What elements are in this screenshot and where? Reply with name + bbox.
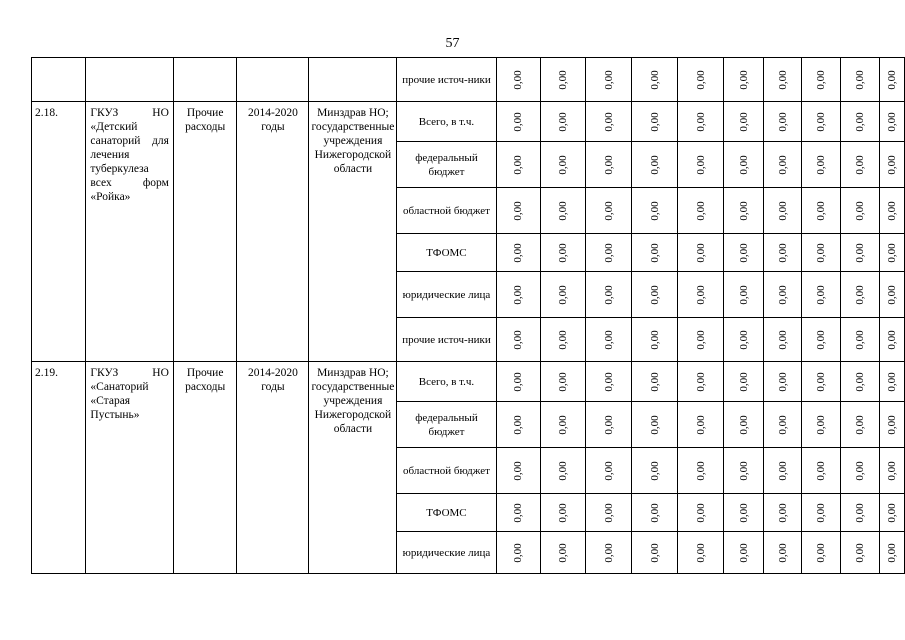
value-text: 0,00 xyxy=(854,329,867,350)
value-text: 0,00 xyxy=(557,154,569,175)
value-text: 0,00 xyxy=(648,284,661,305)
value-text: 0,00 xyxy=(557,111,569,132)
entry-name: ГКУЗ НО «Детский санаторий для лечения туберкулеза всех форм «Ройка» xyxy=(86,102,174,362)
value-text: 0,00 xyxy=(886,460,899,481)
value-cell xyxy=(632,234,678,272)
value-text: 0,00 xyxy=(694,284,707,305)
value-cell xyxy=(586,402,632,448)
value-text: 0,00 xyxy=(854,460,867,481)
value-cell xyxy=(586,494,632,532)
value-text: 0,00 xyxy=(854,371,867,392)
value-cell xyxy=(496,494,540,532)
table-row xyxy=(32,102,905,142)
value-cell xyxy=(802,142,841,188)
source-cell: юридические лица xyxy=(397,272,496,318)
value-cell xyxy=(496,142,540,188)
value-cell xyxy=(496,102,540,142)
value-cell xyxy=(678,102,724,142)
value-text: 0,00 xyxy=(512,460,525,481)
value-cell xyxy=(764,58,802,102)
value-text: 0,00 xyxy=(854,502,867,523)
value-cell xyxy=(632,188,678,234)
source-cell: прочие источ-ники xyxy=(397,58,496,102)
value-cell xyxy=(496,58,540,102)
value-cell xyxy=(496,234,540,272)
value-cell xyxy=(724,402,764,448)
source-cell: ТФОМС xyxy=(397,234,496,272)
value-cell xyxy=(880,318,905,362)
value-cell xyxy=(841,494,880,532)
value-text: 0,00 xyxy=(694,502,707,523)
value-cell xyxy=(764,494,802,532)
value-cell xyxy=(841,318,880,362)
value-cell xyxy=(540,272,586,318)
value-cell xyxy=(678,234,724,272)
value-cell xyxy=(764,532,802,574)
value-cell xyxy=(678,318,724,362)
value-cell xyxy=(586,448,632,494)
value-cell xyxy=(802,234,841,272)
value-cell xyxy=(632,402,678,448)
value-text: 0,00 xyxy=(694,200,707,221)
value-cell xyxy=(841,58,880,102)
value-text: 0,00 xyxy=(815,242,828,263)
source-cell: областной бюджет xyxy=(397,188,496,234)
value-text: 0,00 xyxy=(512,371,525,392)
value-text: 0,00 xyxy=(512,502,525,523)
source-cell: Всего, в т.ч. xyxy=(397,102,496,142)
value-cell xyxy=(632,142,678,188)
value-cell xyxy=(540,234,586,272)
value-cell xyxy=(540,188,586,234)
value-cell xyxy=(841,272,880,318)
value-text: 0,00 xyxy=(602,371,615,392)
value-text: 0,00 xyxy=(694,154,707,175)
value-cell xyxy=(841,234,880,272)
source-cell: федеральный бюджет xyxy=(397,402,496,448)
table-row xyxy=(32,362,905,402)
value-cell xyxy=(540,362,586,402)
value-cell xyxy=(802,102,841,142)
empty-cell xyxy=(173,58,237,102)
value-text: 0,00 xyxy=(886,542,899,563)
value-cell xyxy=(724,102,764,142)
value-text: 0,00 xyxy=(512,111,525,132)
value-cell xyxy=(586,362,632,402)
value-text: 0,00 xyxy=(737,111,750,132)
value-cell xyxy=(632,102,678,142)
source-cell: областной бюджет xyxy=(397,448,496,494)
value-text: 0,00 xyxy=(886,414,899,435)
value-cell xyxy=(802,494,841,532)
value-cell xyxy=(880,402,905,448)
entry-org: Минздрав НО; государственные учреждения Нижегородской области xyxy=(309,362,397,574)
value-cell xyxy=(678,362,724,402)
table-body xyxy=(32,58,905,574)
value-text: 0,00 xyxy=(815,542,828,563)
value-cell xyxy=(632,532,678,574)
value-cell xyxy=(880,188,905,234)
value-cell xyxy=(632,448,678,494)
value-cell xyxy=(841,188,880,234)
value-cell xyxy=(724,532,764,574)
value-text: 0,00 xyxy=(776,414,789,435)
value-text: 0,00 xyxy=(694,371,707,392)
value-cell xyxy=(841,402,880,448)
value-text: 0,00 xyxy=(815,371,828,392)
value-text: 0,00 xyxy=(815,502,828,523)
value-text: 0,00 xyxy=(815,111,828,132)
value-cell xyxy=(764,102,802,142)
value-text: 0,00 xyxy=(557,371,569,392)
value-cell xyxy=(724,188,764,234)
value-cell xyxy=(586,234,632,272)
value-cell xyxy=(841,362,880,402)
value-cell xyxy=(586,102,632,142)
value-text: 0,00 xyxy=(854,111,867,132)
empty-cell xyxy=(237,58,309,102)
value-text: 0,00 xyxy=(737,154,750,175)
value-cell xyxy=(802,532,841,574)
value-text: 0,00 xyxy=(886,69,899,90)
value-text: 0,00 xyxy=(648,242,661,263)
value-text: 0,00 xyxy=(602,542,615,563)
value-text: 0,00 xyxy=(602,414,615,435)
source-cell: юридические лица xyxy=(397,532,496,574)
value-cell xyxy=(841,532,880,574)
value-cell xyxy=(880,272,905,318)
value-cell xyxy=(802,402,841,448)
value-text: 0,00 xyxy=(648,69,661,90)
value-cell xyxy=(632,58,678,102)
value-cell xyxy=(540,318,586,362)
value-text: 0,00 xyxy=(694,460,707,481)
value-text: 0,00 xyxy=(694,414,707,435)
value-text: 0,00 xyxy=(557,502,569,523)
value-text: 0,00 xyxy=(776,154,789,175)
value-text: 0,00 xyxy=(602,111,615,132)
value-text: 0,00 xyxy=(694,329,707,350)
value-text: 0,00 xyxy=(602,154,615,175)
value-cell xyxy=(802,448,841,494)
value-cell xyxy=(496,272,540,318)
value-text: 0,00 xyxy=(737,502,750,523)
entry-org: Минздрав НО; государственные учреждения Нижегородской области xyxy=(309,102,397,362)
source-cell: прочие источ-ники xyxy=(397,318,496,362)
value-cell xyxy=(586,318,632,362)
value-text: 0,00 xyxy=(815,200,828,221)
value-text: 0,00 xyxy=(886,242,899,263)
value-text: 0,00 xyxy=(886,200,899,221)
value-text: 0,00 xyxy=(776,371,789,392)
value-text: 0,00 xyxy=(737,284,750,305)
value-cell xyxy=(880,102,905,142)
value-cell xyxy=(678,272,724,318)
value-cell xyxy=(496,318,540,362)
value-cell xyxy=(678,448,724,494)
entry-years: 2014-2020 годы xyxy=(237,362,309,574)
value-text: 0,00 xyxy=(648,460,661,481)
value-text: 0,00 xyxy=(694,69,707,90)
value-text: 0,00 xyxy=(648,329,661,350)
value-cell xyxy=(724,448,764,494)
value-cell xyxy=(496,448,540,494)
value-cell xyxy=(496,362,540,402)
value-cell xyxy=(880,532,905,574)
value-cell xyxy=(632,494,678,532)
value-cell xyxy=(764,362,802,402)
value-text: 0,00 xyxy=(557,542,569,563)
value-text: 0,00 xyxy=(602,200,615,221)
value-text: 0,00 xyxy=(776,200,789,221)
value-cell xyxy=(724,142,764,188)
value-text: 0,00 xyxy=(737,329,750,350)
empty-cell xyxy=(32,58,86,102)
value-cell xyxy=(632,362,678,402)
value-text: 0,00 xyxy=(737,200,750,221)
value-cell xyxy=(632,318,678,362)
value-cell xyxy=(802,272,841,318)
value-cell xyxy=(678,494,724,532)
value-text: 0,00 xyxy=(776,502,789,523)
value-text: 0,00 xyxy=(557,242,569,263)
value-cell xyxy=(841,102,880,142)
value-cell xyxy=(724,362,764,402)
value-text: 0,00 xyxy=(602,329,615,350)
value-text: 0,00 xyxy=(776,242,789,263)
value-cell xyxy=(678,402,724,448)
value-cell xyxy=(764,402,802,448)
value-cell xyxy=(764,318,802,362)
value-cell xyxy=(764,142,802,188)
value-cell xyxy=(724,234,764,272)
value-text: 0,00 xyxy=(776,329,789,350)
value-text: 0,00 xyxy=(854,414,867,435)
value-text: 0,00 xyxy=(602,242,615,263)
value-text: 0,00 xyxy=(512,329,525,350)
value-cell xyxy=(540,102,586,142)
value-text: 0,00 xyxy=(776,284,789,305)
empty-cell xyxy=(309,58,397,102)
value-text: 0,00 xyxy=(815,284,828,305)
value-cell xyxy=(802,58,841,102)
value-cell xyxy=(586,532,632,574)
value-text: 0,00 xyxy=(737,69,750,90)
value-cell xyxy=(880,234,905,272)
entry-type: Прочие расходы xyxy=(173,102,237,362)
value-text: 0,00 xyxy=(737,242,750,263)
entry-name: ГКУЗ НО «Санаторий «Старая Пустынь» xyxy=(86,362,174,574)
value-text: 0,00 xyxy=(815,414,828,435)
source-cell: Всего, в т.ч. xyxy=(397,362,496,402)
value-cell xyxy=(880,142,905,188)
value-cell xyxy=(802,318,841,362)
value-text: 0,00 xyxy=(557,329,569,350)
value-text: 0,00 xyxy=(854,154,867,175)
entry-number: 2.19. xyxy=(32,362,86,574)
value-text: 0,00 xyxy=(648,502,661,523)
value-text: 0,00 xyxy=(602,69,615,90)
value-cell xyxy=(724,494,764,532)
value-text: 0,00 xyxy=(776,460,789,481)
value-text: 0,00 xyxy=(512,154,525,175)
value-cell xyxy=(678,58,724,102)
budget-table xyxy=(31,57,905,574)
value-text: 0,00 xyxy=(737,460,750,481)
value-cell xyxy=(586,272,632,318)
value-text: 0,00 xyxy=(886,111,899,132)
source-cell: ТФОМС xyxy=(397,494,496,532)
value-text: 0,00 xyxy=(886,154,899,175)
value-cell xyxy=(764,234,802,272)
value-text: 0,00 xyxy=(648,414,661,435)
value-cell xyxy=(540,448,586,494)
value-text: 0,00 xyxy=(886,502,899,523)
page-number: 57 xyxy=(445,36,460,51)
value-text: 0,00 xyxy=(854,200,867,221)
source-cell: федеральный бюджет xyxy=(397,142,496,188)
value-text: 0,00 xyxy=(512,542,525,563)
entry-number: 2.18. xyxy=(32,102,86,362)
table-row xyxy=(32,58,905,102)
value-text: 0,00 xyxy=(737,414,750,435)
value-text: 0,00 xyxy=(512,284,525,305)
value-text: 0,00 xyxy=(854,242,867,263)
value-text: 0,00 xyxy=(602,502,615,523)
value-cell xyxy=(764,188,802,234)
value-text: 0,00 xyxy=(815,329,828,350)
value-text: 0,00 xyxy=(854,69,867,90)
value-cell xyxy=(678,532,724,574)
value-text: 0,00 xyxy=(776,111,789,132)
value-text: 0,00 xyxy=(694,111,707,132)
value-cell xyxy=(586,58,632,102)
value-cell xyxy=(841,142,880,188)
value-cell xyxy=(496,532,540,574)
value-cell xyxy=(678,188,724,234)
value-text: 0,00 xyxy=(815,460,828,481)
value-text: 0,00 xyxy=(886,329,899,350)
value-text: 0,00 xyxy=(737,542,750,563)
entry-years: 2014-2020 годы xyxy=(237,102,309,362)
value-cell xyxy=(540,494,586,532)
value-text: 0,00 xyxy=(557,200,569,221)
value-text: 0,00 xyxy=(694,242,707,263)
value-cell xyxy=(724,318,764,362)
value-cell xyxy=(764,448,802,494)
value-cell xyxy=(540,142,586,188)
value-cell xyxy=(724,272,764,318)
value-cell xyxy=(724,58,764,102)
value-cell xyxy=(586,142,632,188)
value-text: 0,00 xyxy=(602,460,615,481)
value-text: 0,00 xyxy=(886,284,899,305)
value-cell xyxy=(540,402,586,448)
value-text: 0,00 xyxy=(648,111,661,132)
value-cell xyxy=(496,402,540,448)
value-text: 0,00 xyxy=(512,200,525,221)
value-cell xyxy=(802,362,841,402)
value-text: 0,00 xyxy=(557,69,569,90)
empty-cell xyxy=(86,58,174,102)
value-cell xyxy=(841,448,880,494)
value-text: 0,00 xyxy=(557,414,569,435)
value-cell xyxy=(496,188,540,234)
value-cell xyxy=(540,532,586,574)
value-text: 0,00 xyxy=(854,284,867,305)
value-text: 0,00 xyxy=(512,242,525,263)
value-text: 0,00 xyxy=(648,542,661,563)
value-cell xyxy=(540,58,586,102)
value-text: 0,00 xyxy=(648,154,661,175)
value-text: 0,00 xyxy=(886,371,899,392)
value-text: 0,00 xyxy=(815,69,828,90)
value-text: 0,00 xyxy=(776,69,789,90)
value-text: 0,00 xyxy=(602,284,615,305)
value-text: 0,00 xyxy=(776,542,789,563)
value-text: 0,00 xyxy=(694,542,707,563)
value-cell xyxy=(880,494,905,532)
value-text: 0,00 xyxy=(512,414,525,435)
value-cell xyxy=(880,448,905,494)
value-cell xyxy=(880,362,905,402)
value-cell xyxy=(678,142,724,188)
value-cell xyxy=(632,272,678,318)
value-text: 0,00 xyxy=(648,371,661,392)
entry-type: Прочие расходы xyxy=(173,362,237,574)
value-text: 0,00 xyxy=(512,69,525,90)
value-cell xyxy=(880,58,905,102)
value-text: 0,00 xyxy=(854,542,867,563)
value-text: 0,00 xyxy=(648,200,661,221)
value-text: 0,00 xyxy=(737,371,750,392)
value-text: 0,00 xyxy=(557,284,569,305)
value-cell xyxy=(802,188,841,234)
value-text: 0,00 xyxy=(815,154,828,175)
value-cell xyxy=(586,188,632,234)
value-cell xyxy=(764,272,802,318)
value-text: 0,00 xyxy=(557,460,569,481)
